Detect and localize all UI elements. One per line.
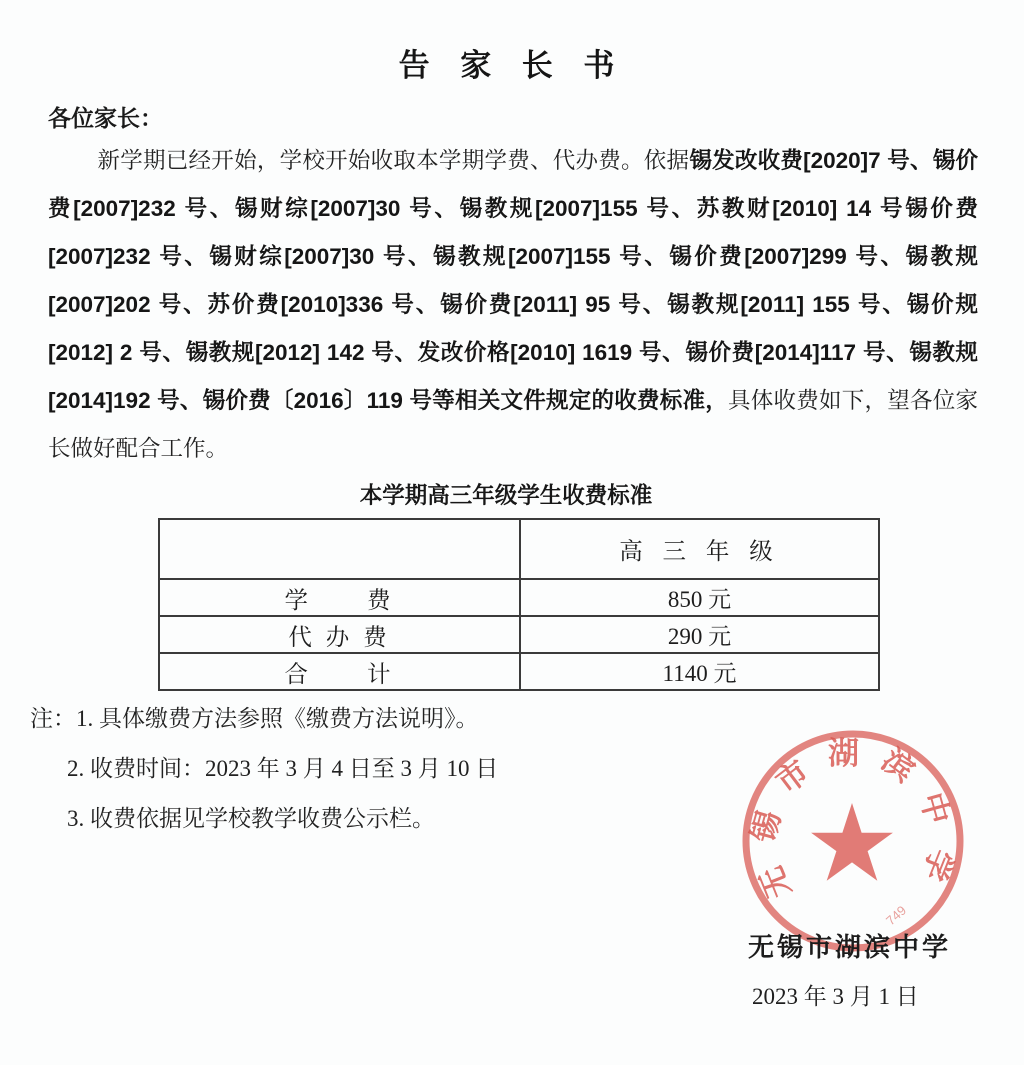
salutation: 各位家长： (48, 105, 163, 131)
row-label: 代 办 费 (159, 616, 520, 653)
paragraph-tail: 具体收费如下，望各位家长做好配合工作。 (48, 388, 978, 461)
grade-column-header: 高 三 年 级 (520, 519, 879, 579)
school-signature: 无锡市湖滨中学 (748, 932, 952, 962)
regulation-references: 锡发改收费[2020]7 号、锡价费[2007]232 号、锡财综[2007]30 号、锡教规[2007]155 号、苏教财[2010] 14 号锡价费[2007]232 号、锡财综[2007]30 号、锡教规[2007]155 号、锡价费[2007]299 号、锡教规[2007]202 号、苏价费[2010]336 号、锡价费[2011] 95 号、锡教规[2011] 155 号、锡价规[2012] 2 号、锡教规[2012] 142 号、发改价格[2010] 1619 号、锡价费[2014]117 号、锡教规[2014]192 号、锡价费〔2016〕119 号等相关文件规定的收费标准， (48, 148, 978, 413)
row-label: 合 计 (159, 653, 520, 690)
body-paragraph (48, 137, 978, 473)
row-label: 学 费 (159, 579, 520, 616)
row-value: 290 元 (520, 616, 879, 653)
table-header-row (159, 519, 879, 579)
row-value: 850 元 (520, 579, 879, 616)
note-item-1: 注：1. 具体缴费方法参照《缴费方法说明》。 (30, 706, 479, 731)
row-value: 1140 元 (520, 653, 879, 690)
note-item-2: 2. 收费时间：2023 年 3 月 4 日至 3 月 10 日 (67, 756, 499, 781)
note-item-3: 3. 收费依据见学校教学收费公示栏。 (67, 806, 435, 831)
page-title: 告 家 长 书 (398, 48, 626, 83)
paragraph-lead: 新学期已经开始，学校开始收取本学期学费、代办费。依据 (97, 148, 690, 173)
seal-serial-fragment: 749 (882, 902, 910, 929)
signature-date: 2023 年 3 月 1 日 (752, 984, 919, 1009)
empty-header-cell (159, 519, 520, 579)
table-row-misc-fee (159, 616, 879, 653)
fee-table-title: 本学期高三年级学生收费标准 (359, 483, 653, 508)
table-row-tuition (159, 579, 879, 616)
fee-table (158, 518, 880, 691)
notes-section (30, 694, 498, 844)
seal-star-icon (811, 803, 893, 881)
seal-ring-text: 无锡市湖滨中学 (745, 735, 961, 904)
table-row-total (159, 653, 879, 690)
